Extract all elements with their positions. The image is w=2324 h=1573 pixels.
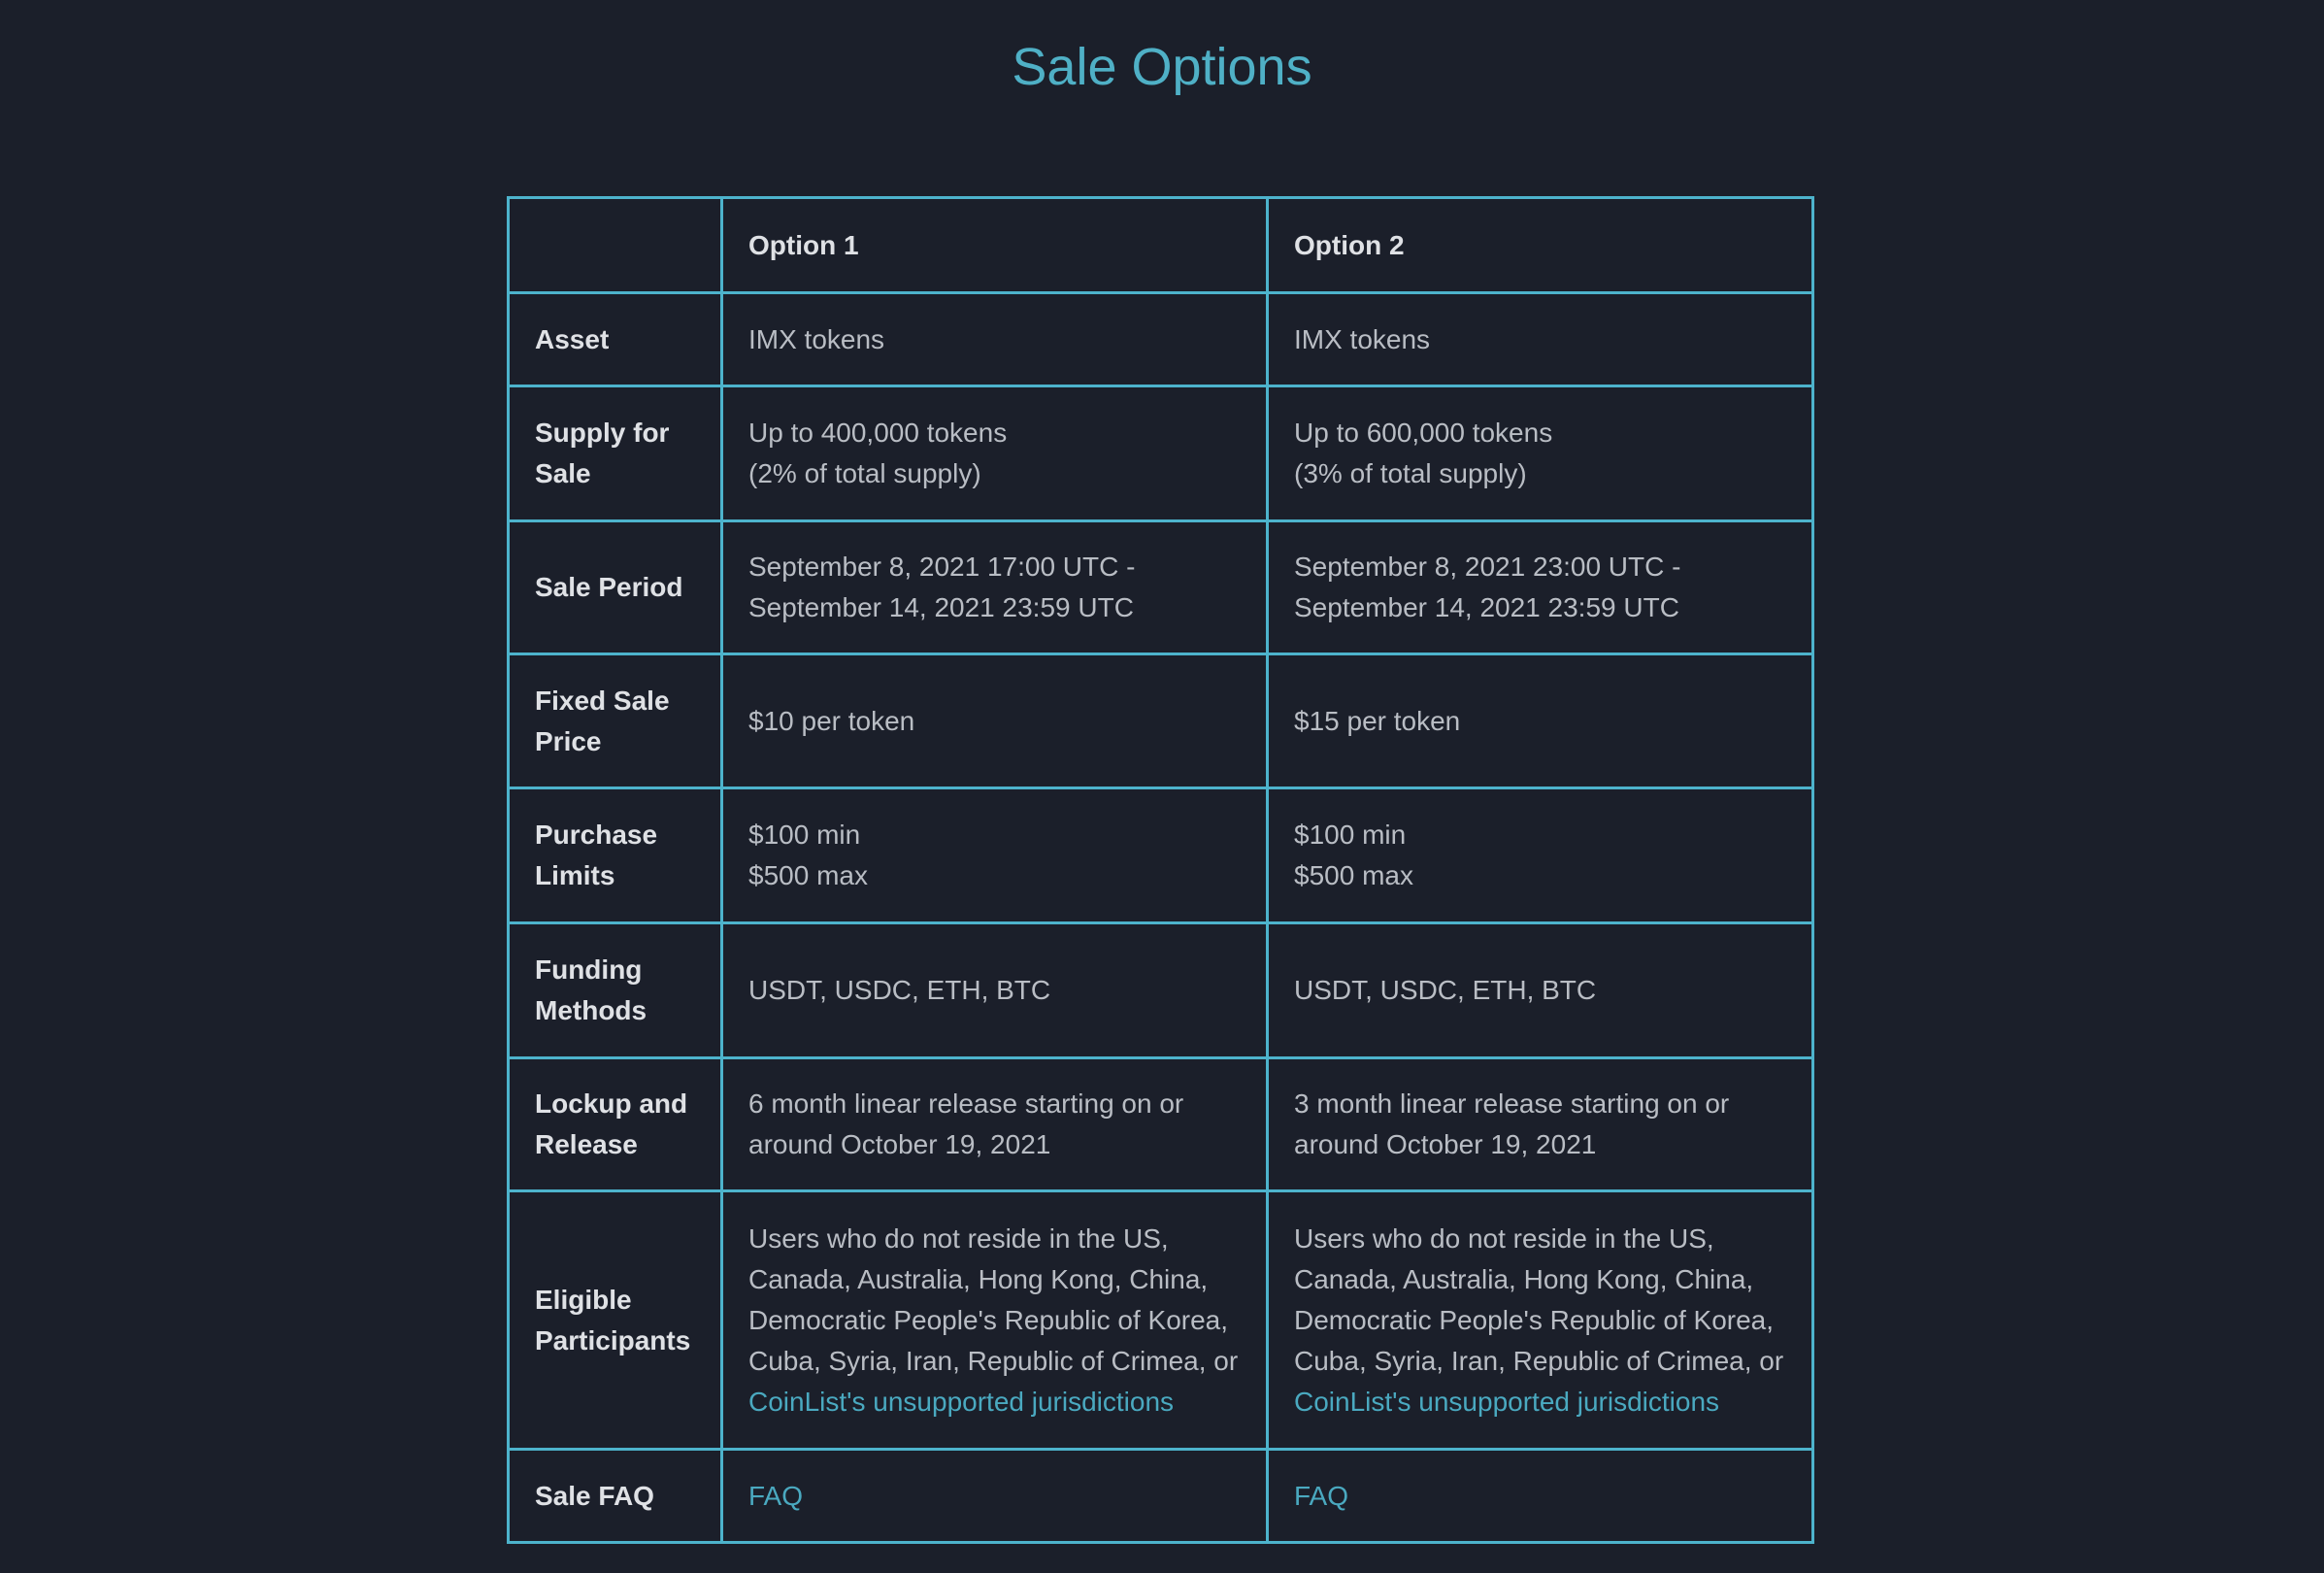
- cell-text: (3% of total supply): [1294, 458, 1527, 488]
- option-1-cell: [722, 1191, 1268, 1450]
- cell-text: IMX tokens: [1294, 323, 1431, 354]
- option-2-cell: [1268, 1058, 1813, 1191]
- row-label: Purchase Limits: [509, 788, 722, 923]
- cell-text: $500 max: [748, 860, 868, 890]
- cell-text: 6 month linear release starting on or: [748, 1088, 1184, 1119]
- option-1-cell: [722, 923, 1268, 1058]
- cell-text: Democratic People's Republic of Korea,: [748, 1304, 1229, 1335]
- option-1-cell: [722, 386, 1268, 521]
- header-option-1: Option 1: [722, 198, 1268, 293]
- cell-text: USDT, USDC, ETH, BTC: [1294, 975, 1597, 1005]
- option-1-cell: [722, 1058, 1268, 1191]
- option-1-cell: [722, 293, 1268, 386]
- cell-text: September 8, 2021 23:00 UTC -: [1294, 552, 1681, 582]
- option-2-cell: [1268, 1191, 1813, 1450]
- cell-text: Canada, Australia, Hong Kong, China,: [1294, 1263, 1754, 1294]
- row-label: Funding Methods: [509, 923, 722, 1058]
- option-1-cell: [722, 1450, 1268, 1543]
- table-row: [509, 788, 1813, 923]
- table-row: [509, 923, 1813, 1058]
- cell-text: September 14, 2021 23:59 UTC: [1294, 592, 1679, 622]
- unsupported-jurisdictions-link[interactable]: CoinList's unsupported jurisdictions: [748, 1386, 1175, 1417]
- header-option-2: Option 2: [1268, 198, 1813, 293]
- cell-text: around October 19, 2021: [1294, 1129, 1597, 1159]
- row-label: Supply for Sale: [509, 386, 722, 521]
- row-label: Sale FAQ: [509, 1450, 722, 1543]
- table-row: [509, 654, 1813, 788]
- cell-text: Cuba, Syria, Iran, Republic of Crimea, or: [748, 1345, 1239, 1376]
- page-title: Sale Options: [1012, 38, 1312, 96]
- unsupported-jurisdictions-link[interactable]: CoinList's unsupported jurisdictions: [1294, 1386, 1720, 1417]
- cell-text: around October 19, 2021: [748, 1129, 1051, 1159]
- table-row-faq: [509, 1450, 1813, 1543]
- header-row: [509, 198, 1813, 293]
- table-row: [509, 1058, 1813, 1191]
- cell-text: USDT, USDC, ETH, BTC: [748, 975, 1051, 1005]
- row-label: Fixed Sale Price: [509, 654, 722, 788]
- cell-text: Users who do not reside in the US,: [748, 1222, 1169, 1254]
- cell-text: Up to 400,000 tokens: [748, 418, 1008, 448]
- option-2-cell: [1268, 386, 1813, 521]
- cell-text: $100 min: [1294, 820, 1407, 850]
- cell-text: Users who do not reside in the US,: [1294, 1222, 1714, 1254]
- option-2-cell: [1268, 654, 1813, 788]
- option-1-cell: [722, 788, 1268, 923]
- option-2-cell: [1268, 521, 1813, 654]
- faq-link[interactable]: FAQ: [748, 1480, 804, 1511]
- table-row: [509, 386, 1813, 521]
- cell-text: $500 max: [1294, 860, 1413, 890]
- cell-text: Cuba, Syria, Iran, Republic of Crimea, or: [1294, 1345, 1784, 1376]
- option-2-cell: [1268, 293, 1813, 386]
- cell-text: 3 month linear release starting on or: [1294, 1088, 1730, 1119]
- option-2-cell: [1268, 923, 1813, 1058]
- header-empty: [509, 198, 722, 293]
- cell-text: Democratic People's Republic of Korea,: [1294, 1304, 1775, 1335]
- table-row: [509, 521, 1813, 654]
- cell-text: September 8, 2021 17:00 UTC -: [748, 552, 1136, 582]
- faq-link[interactable]: FAQ: [1294, 1480, 1349, 1511]
- row-label: Lockup and Release: [509, 1058, 722, 1191]
- cell-text: Canada, Australia, Hong Kong, China,: [748, 1263, 1209, 1294]
- row-label: Sale Period: [509, 521, 722, 654]
- cell-text: $10 per token: [748, 705, 915, 736]
- cell-text: September 14, 2021 23:59 UTC: [748, 592, 1134, 622]
- table-row-eligible: [509, 1191, 1813, 1450]
- table-row: [509, 293, 1813, 386]
- row-label: Asset: [509, 293, 722, 386]
- cell-text: $15 per token: [1294, 705, 1461, 736]
- option-1-cell: [722, 521, 1268, 654]
- cell-text: Up to 600,000 tokens: [1294, 418, 1553, 448]
- cell-text: IMX tokens: [748, 323, 885, 354]
- row-label: Eligible Participants: [509, 1191, 722, 1450]
- option-1-cell: [722, 654, 1268, 788]
- option-2-cell: [1268, 1450, 1813, 1543]
- sale-options-table: [507, 196, 1814, 1544]
- cell-text: (2% of total supply): [748, 458, 981, 488]
- option-2-cell: [1268, 788, 1813, 923]
- cell-text: $100 min: [748, 820, 861, 850]
